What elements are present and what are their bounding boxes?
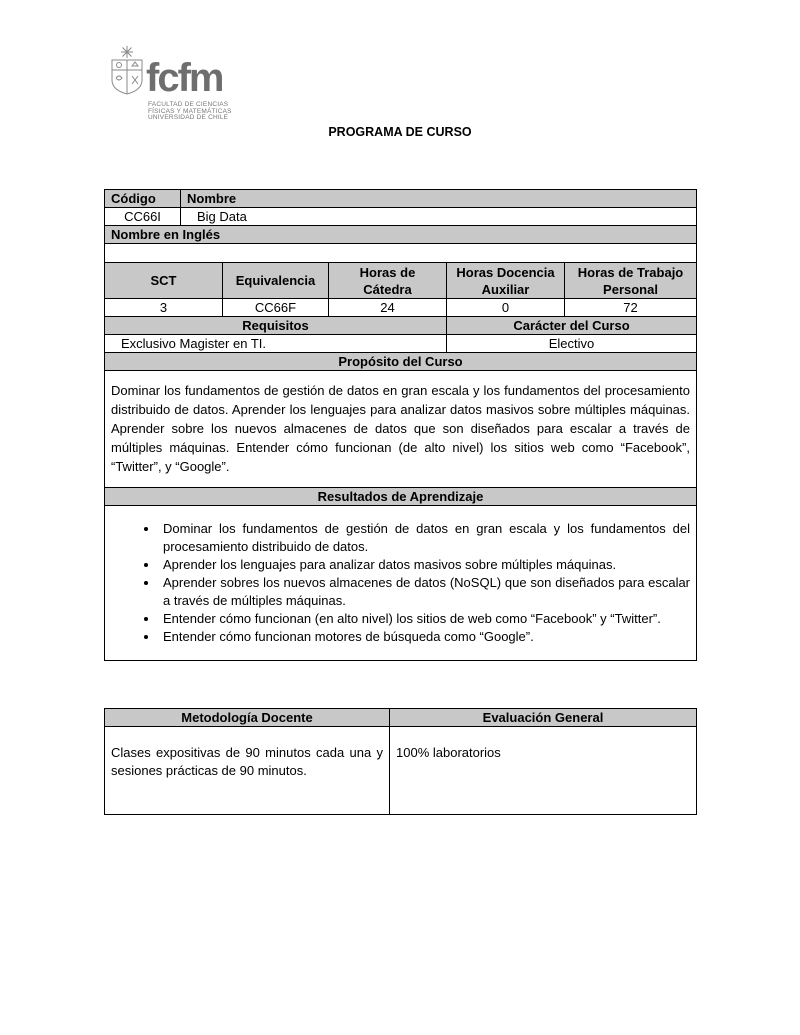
caracter-value: Electivo [447, 335, 697, 353]
resultados-cell [105, 506, 697, 661]
list-item: • Aprender los lenguajes para analizar datos masivos sobre múltiples máquinas. [159, 556, 690, 574]
catedra-value: 24 [329, 299, 447, 317]
course-code: CC66I [105, 208, 181, 226]
name-label: Nombre [181, 190, 697, 208]
fcfm-logo [108, 44, 238, 128]
equivalencia-header: Equivalencia [223, 263, 329, 299]
sct-value: 3 [105, 299, 223, 317]
methodology-table [104, 708, 697, 815]
logo-subtitle: FACULTAD DE CIENCIAS FÍSICAS Y MATEMÁTICAS UNIVERSIDAD DE CHILE [148, 101, 232, 121]
code-label: Código [105, 190, 181, 208]
resultados-label: Resultados de Aprendizaje [105, 488, 697, 506]
trabajo-header: Horas de Trabajo Personal [565, 263, 697, 299]
list-item: • Entender cómo funcionan (en alto nivel) los sitios de web como “Facebook” y “Twitter”. [159, 610, 690, 628]
course-info-table [104, 189, 697, 661]
english-name [105, 244, 697, 263]
list-item: • Dominar los fundamentos de gestión de datos en gran escala y los fundamentos del procesamiento distribuido de datos. [159, 520, 690, 556]
equivalencia-value: CC66F [223, 299, 329, 317]
catedra-header: Horas de Cátedra [329, 263, 447, 299]
trabajo-value: 72 [565, 299, 697, 317]
university-crest-icon [108, 44, 146, 96]
sct-header: SCT [105, 263, 223, 299]
requisitos-value: Exclusivo Magister en TI. [105, 335, 447, 353]
evaluacion-label: Evaluación General [390, 709, 697, 727]
course-name: Big Data [181, 208, 697, 226]
page-title: PROGRAMA DE CURSO [328, 125, 472, 139]
docencia-value: 0 [447, 299, 565, 317]
requisitos-label: Requisitos [105, 317, 447, 335]
logo-wordmark: fcfm [146, 56, 223, 100]
evaluacion-text: 100% laboratorios [390, 727, 697, 815]
proposito-label: Propósito del Curso [105, 353, 697, 371]
proposito-text: Dominar los fundamentos de gestión de datos en gran escala y los fundamentos del procesamiento distribuido de datos. Aprender los lenguajes para analizar datos masivos sobre múltiples máquinas. Aprender sobre los nuevos almacenes de datos que son diseñados para escalar a través de múltiples máquinas. Entender cómo funcionan (de alto nivel) los sitios web como “Facebook”, “Twitter”, y “Google”. [105, 371, 697, 488]
list-item: • Aprender sobres los nuevos almacenes de datos (NoSQL) que son diseñados para escalar a través de múltiples máquinas. [159, 574, 690, 610]
english-name-label: Nombre en Inglés [105, 226, 697, 244]
list-item: • Entender cómo funcionan motores de búsqueda como “Google”. [159, 628, 690, 646]
docencia-header: Horas Docencia Auxiliar [447, 263, 565, 299]
resultados-list [111, 520, 690, 646]
caracter-label: Carácter del Curso [447, 317, 697, 335]
metodologia-label: Metodología Docente [105, 709, 390, 727]
metodologia-text: Clases expositivas de 90 minutos cada una y sesiones prácticas de 90 minutos. [105, 727, 390, 815]
